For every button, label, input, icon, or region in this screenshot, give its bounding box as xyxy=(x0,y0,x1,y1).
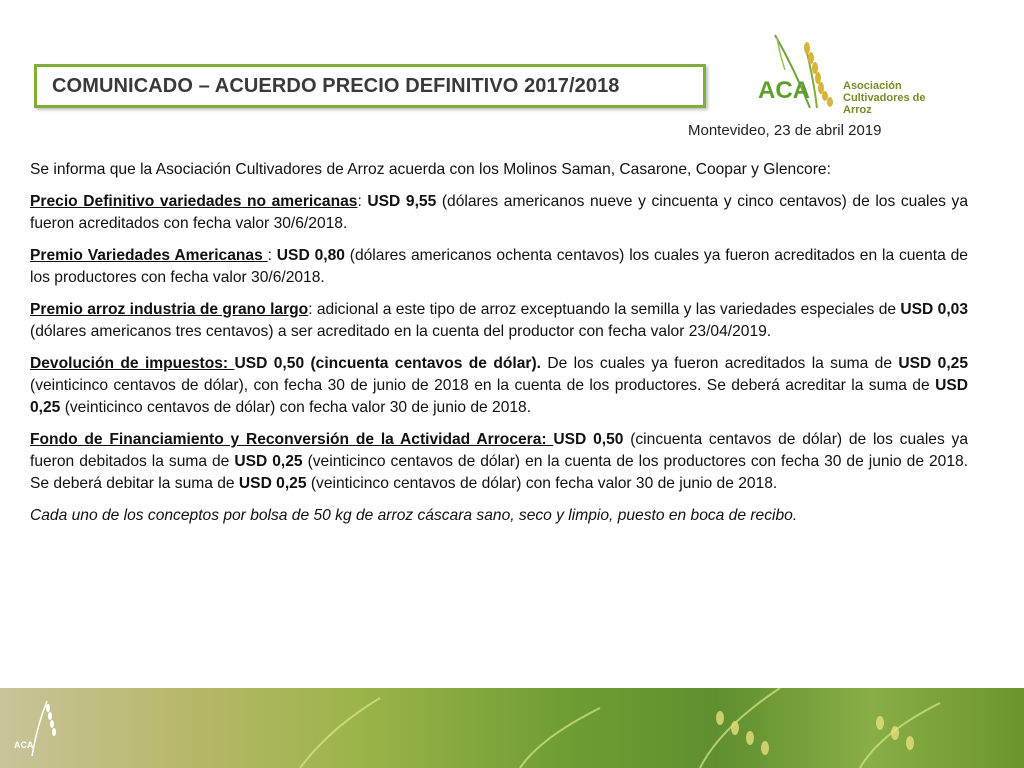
footer-logo-acronym: ACA xyxy=(14,740,34,750)
closing-note xyxy=(30,505,968,527)
separator: : xyxy=(357,193,368,210)
rice-field-image xyxy=(0,688,1024,768)
communique-body xyxy=(30,159,968,537)
footer-rice-stalk-icon xyxy=(12,696,82,762)
paragraph-precio-definitivo xyxy=(30,191,968,235)
label-premio-grano-largo: Premio arroz industria de grano largo xyxy=(30,301,309,318)
paragraph-fondo-financiamiento xyxy=(30,429,968,495)
amount: USD 0,25 xyxy=(234,453,303,470)
paragraph-text: : adicional a este tipo de arroz exceptuando la semilla y las variedades especiales de xyxy=(308,301,901,318)
paragraph-text: De los cuales ya fueron acreditados la suma de xyxy=(540,355,899,372)
paragraph-text: (dólares americanos nueve y cincuenta y cinco centavos) de los cuales ya fueron acreditados con fecha valor 30/6/2018. xyxy=(30,193,968,232)
paragraph-text: (dólares americanos ochenta centavos) los cuales ya fueron acreditados en la cuenta de los productores con fecha valor 30/6/2018. xyxy=(30,247,968,286)
paragraph-text: (veinticinco centavos de dólar) con fecha valor 30 de junio de 2018. xyxy=(60,399,532,416)
paragraph-text: (dólares americanos tres centavos) a ser acreditado en la cuenta del productor con fecha valor 23/04/2019. xyxy=(30,323,772,340)
intro-paragraph: Se informa que la Asociación Cultivadores de Arroz acuerda con los Molinos Saman, Casarone, Coopar y Glencore: xyxy=(30,161,831,178)
paragraph-premio-americanas xyxy=(30,245,968,289)
label-premio-americanas: Premio Variedades Americanas xyxy=(30,247,268,264)
label-precio-definitivo: Precio Definitivo variedades no americanas xyxy=(30,193,358,210)
amount: USD 0,50 (cincuenta centavos de dólar). xyxy=(234,355,541,372)
amount: USD 0,03 xyxy=(900,301,969,318)
amount: USD 0,80 xyxy=(276,247,345,264)
paragraph-devolucion-impuestos xyxy=(30,353,968,419)
logo-name xyxy=(843,80,955,116)
aca-logo xyxy=(755,30,955,116)
label-devolucion-impuestos: Devolución de impuestos: xyxy=(30,355,235,372)
amount: USD 0,50 xyxy=(553,431,624,448)
paragraph-premio-grano-largo xyxy=(30,299,968,343)
logo-name-line1: Asociación xyxy=(843,80,902,92)
closing-note-text: Cada uno de los conceptos por bolsa de 50 kg de arroz cáscara sano, seco y limpio, puesto en boca de recibo. xyxy=(30,507,798,524)
amount: USD 9,55 xyxy=(367,193,437,210)
label-fondo-financiamiento: Fondo de Financiamiento y Reconversión de la Actividad Arrocera: xyxy=(30,431,554,448)
amount: USD 0,25 xyxy=(898,355,969,372)
footer-rice-banner xyxy=(0,688,1024,768)
paragraph-text: (veinticinco centavos de dólar) en la cuenta de los productores con fecha 30 de junio de 2018. Se deberá debitar la suma de xyxy=(30,453,969,492)
title-box xyxy=(34,64,706,108)
date-line: Montevideo, 23 de abril 2019 xyxy=(688,122,882,139)
amount: USD 0,25 xyxy=(30,377,968,416)
paragraph-text: (veinticinco centavos de dólar) con fecha valor 30 de junio de 2018. xyxy=(306,475,778,492)
logo-acronym: ACA xyxy=(758,77,810,104)
page-title: COMUNICADO – ACUERDO PRECIO DEFINITIVO 2017/2018 xyxy=(52,74,620,97)
paragraph-text: (veinticinco centavos de dólar), con fecha 30 de junio de 2018 en la cuenta de los productores. Se deberá acreditar la suma de xyxy=(30,377,936,394)
amount: USD 0,25 xyxy=(238,475,307,492)
paragraph-text: (cincuenta centavos de dólar) de los cuales ya fueron debitados la suma de xyxy=(30,431,968,470)
separator: : xyxy=(267,247,277,264)
logo-name-line2: Cultivadores de Arroz xyxy=(843,92,926,116)
